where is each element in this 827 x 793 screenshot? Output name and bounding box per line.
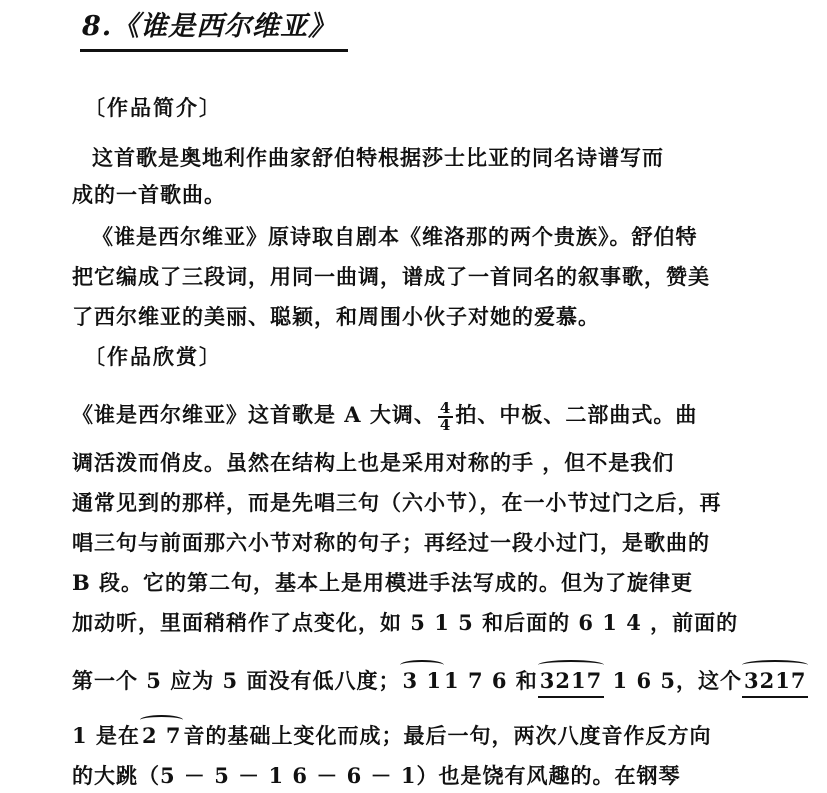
paragraph-line: 《谁是西尔维亚》原诗取自剧本《维洛那的两个贵族》。舒伯特 [92,224,698,249]
paragraph-line [72,721,772,751]
paragraph-line: B 段。它的第二句，基本上是用模进手法写成的。但为了旋律更 [72,570,694,595]
title-underline [80,49,348,52]
section-heading-appreciation: 〔作品欣赏〕 [84,344,222,369]
paragraph-line: 的大跳（5 － 5 － 1 6 － 6 － 1）也是饶有风趣的。在钢琴 [72,763,681,788]
paragraph-line: 成的一首歌曲。 [72,182,226,207]
text-run: 拍、中板、二部曲式。曲 [455,402,698,427]
text-run: 音的基础上变化而成；最后一句，两次八度音作反方向 [183,723,712,748]
section-heading-intro: 〔作品简介〕 [84,95,222,120]
paragraph-line: 唱三句与前面那六小节对称的句子；再经过一段小过门，是歌曲的 [72,530,710,555]
slur-notation: 3217 [538,666,604,698]
paragraph-line: 加动听，里面稍稍作了点变化，如 5 1 5 和后面的 6 1 4 ，前面的 [72,610,739,635]
text-run: 《谁是西尔维亚》这首歌是 A 大调、 [72,402,436,427]
page-title: 8.《谁是西尔维亚》 [82,11,337,42]
time-signature [438,398,453,434]
time-signature-denominator: 4 [439,415,452,434]
paragraph-line: 把它编成了三段词，用同一曲调，谱成了一首同名的叙事歌，赞美 [72,264,710,289]
slur-notation: 2 7 [140,721,184,751]
paragraph-line: 调活泼而俏皮。虽然在结构上也是采用对称的手 ，但不是我们 [72,450,675,475]
text-run: 1 7 6 和 [444,668,538,693]
slur-notation: 3 1 [400,666,444,696]
paragraph-line: 通常见到的那样，而是先唱三句（六小节），在一小节过门之后，再 [72,490,722,515]
text-run: 1 是在 [72,723,140,748]
slur-notation: 3217 [742,666,808,698]
paragraph-line [72,666,807,696]
paragraph-line: 了西尔维亚的美丽、聪颖，和周围小伙子对她的爱慕。 [72,304,600,329]
text-run: 第一个 5 应为 5 面没有低八度； [72,668,401,693]
paragraph-line: 这首歌是奥地利作曲家舒伯特根据莎士比亚的同名诗谱写而 [92,145,664,170]
time-signature-numerator: 4 [439,398,452,417]
paragraph-line [72,398,772,434]
text-run: 1 6 5，这个 [604,668,743,693]
